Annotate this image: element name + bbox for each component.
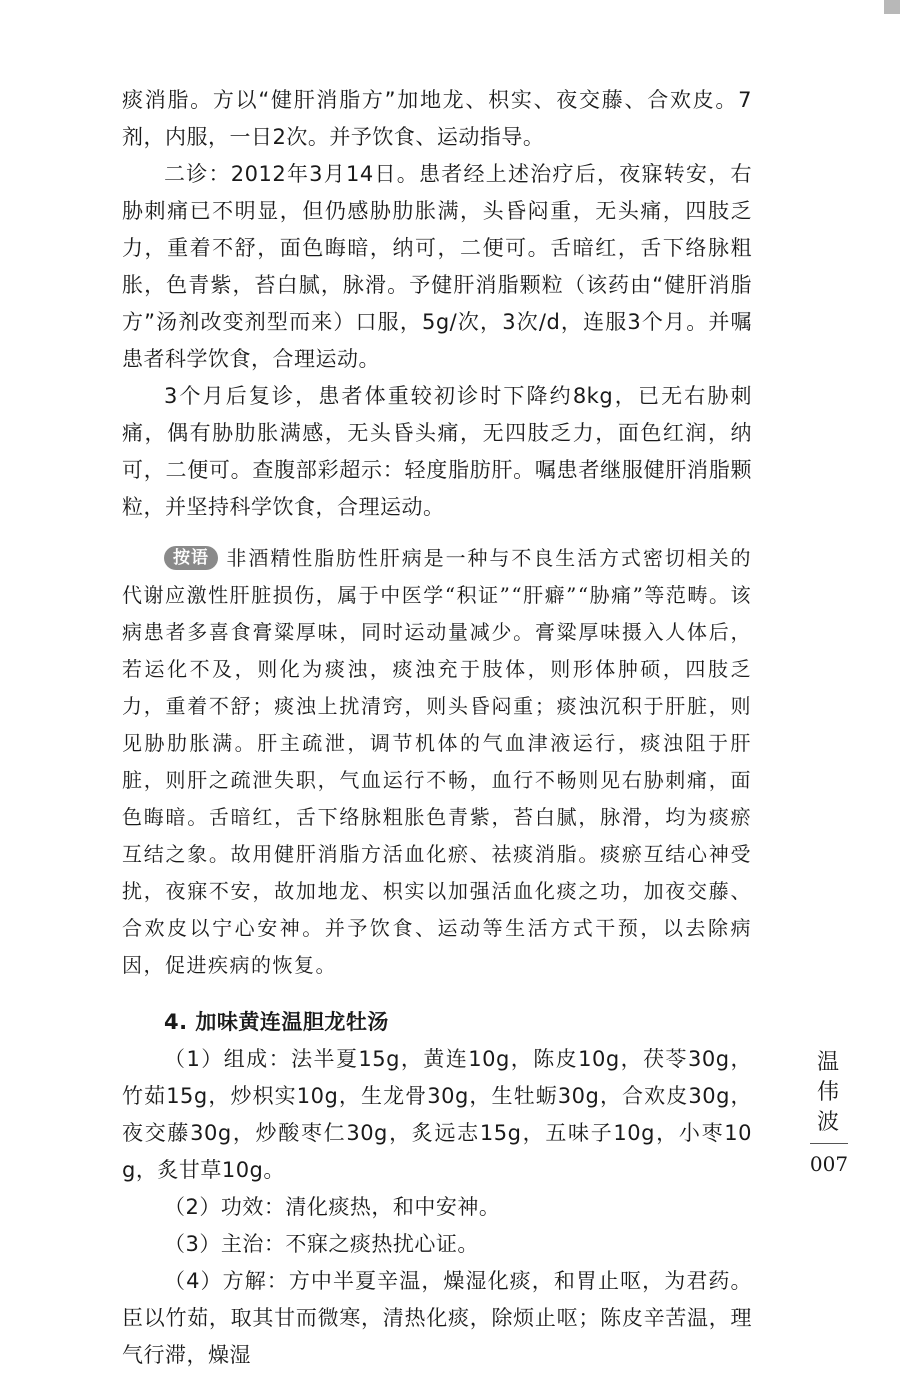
commentary-text: 非酒精性脂肪性肝病是一种与不良生活方式密切相关的代谢应激性肝脏损伤，属于中医学“积证”“肝癖”“胁痛”等范畴。该病患者多喜食膏粱厚味，同时运动量减少。膏粱厚味摄入人体后，若运化不及，则化为痰浊，痰浊充于肢体，则形体肿硕，四肢乏力，重着不舒；痰浊上扰清窍，则头昏闷重；痰浊沉积于肝脏，则见胁肋胀满。肝主疏泄，调节机体的气血津液运行，痰浊阻于肝脏，则肝之疏泄失职，气血运行不畅，血行不畅则见右胁刺痛，面色晦暗。舌暗红，舌下络脉粗胀色青紫，苔白腻，脉滑，均为痰瘀互结之象。故用健肝消脂方活血化瘀、祛痰消脂。痰瘀互结心神受扰，夜寐不安，故加地龙、枳实以加强活血化痰之功，加夜交藤、合欢皮以宁心安神。并予饮食、运动等生活方式干预，以去除病因，促进疾病的恢复。: [122, 546, 752, 977]
paragraph-second-visit: 二诊：2012年3月14日。患者经上述治疗后，夜寐转安，右胁刺痛已不明显，但仍感胁肋胀满，头昏闷重，无头痛，四肢乏力，重着不舒，面色晦暗，纳可，二便可。舌暗红，舌下络脉粗胀，色青紫，苔白腻，脉滑。予健肝消脂颗粒（该药由“健肝消脂方”汤剂改变剂型而来）口服，5g/次，3次/d，连服3个月。并嘱患者科学饮食，合理运动。: [122, 162, 752, 371]
formula-heading: 4. 加味黄连温胆龙牡汤: [164, 1010, 389, 1034]
commentary-paragraph: [122, 540, 752, 984]
side-name-char: 伟: [816, 1080, 839, 1105]
side-name-char: 波: [816, 1110, 839, 1135]
formula-efficacy: （2）功效：清化痰热，和中安神。: [164, 1195, 501, 1219]
page-number: 007: [809, 1152, 849, 1176]
formula-indication: （3）主治：不寐之痰热扰心证。: [164, 1232, 479, 1256]
formula-analysis: （4）方解：方中半夏辛温，燥湿化痰，和胃止呕，为君药。臣以竹茹，取其甘而微寒，清热化痰，除烦止呕；陈皮辛苦温，理气行滞，燥湿: [122, 1269, 752, 1367]
side-name-char: 温: [816, 1050, 839, 1075]
side-divider: [810, 1143, 848, 1144]
side-author-name: [808, 1048, 848, 1138]
commentary-badge: 按语: [164, 546, 218, 570]
paragraph-first-visit-continued: 痰消脂。方以“健肝消脂方”加地龙、枳实、夜交藤、合欢皮。7剂，内服，一日2次。并予饮食、运动指导。: [122, 88, 752, 149]
page-body: [122, 82, 752, 1374]
corner-print-mark: [884, 0, 900, 14]
formula-composition: （1）组成：法半夏15g，黄连10g，陈皮10g，茯苓30g，竹茹15g，炒枳实10g，生龙骨30g，生牡蛎30g，合欢皮30g，夜交藤30g，炒酸枣仁30g，炙远志15g，五味子10g，小枣10g，炙甘草10g。: [122, 1047, 752, 1182]
paragraph-follow-up: 3个月后复诊，患者体重较初诊时下降约8kg，已无右胁刺痛，偶有胁肋胀满感，无头昏头痛，无四肢乏力，面色红润，纳可，二便可。查腹部彩超示：轻度脂肪肝。嘱患者继服健肝消脂颗粒，并坚持科学饮食，合理运动。: [122, 384, 752, 519]
